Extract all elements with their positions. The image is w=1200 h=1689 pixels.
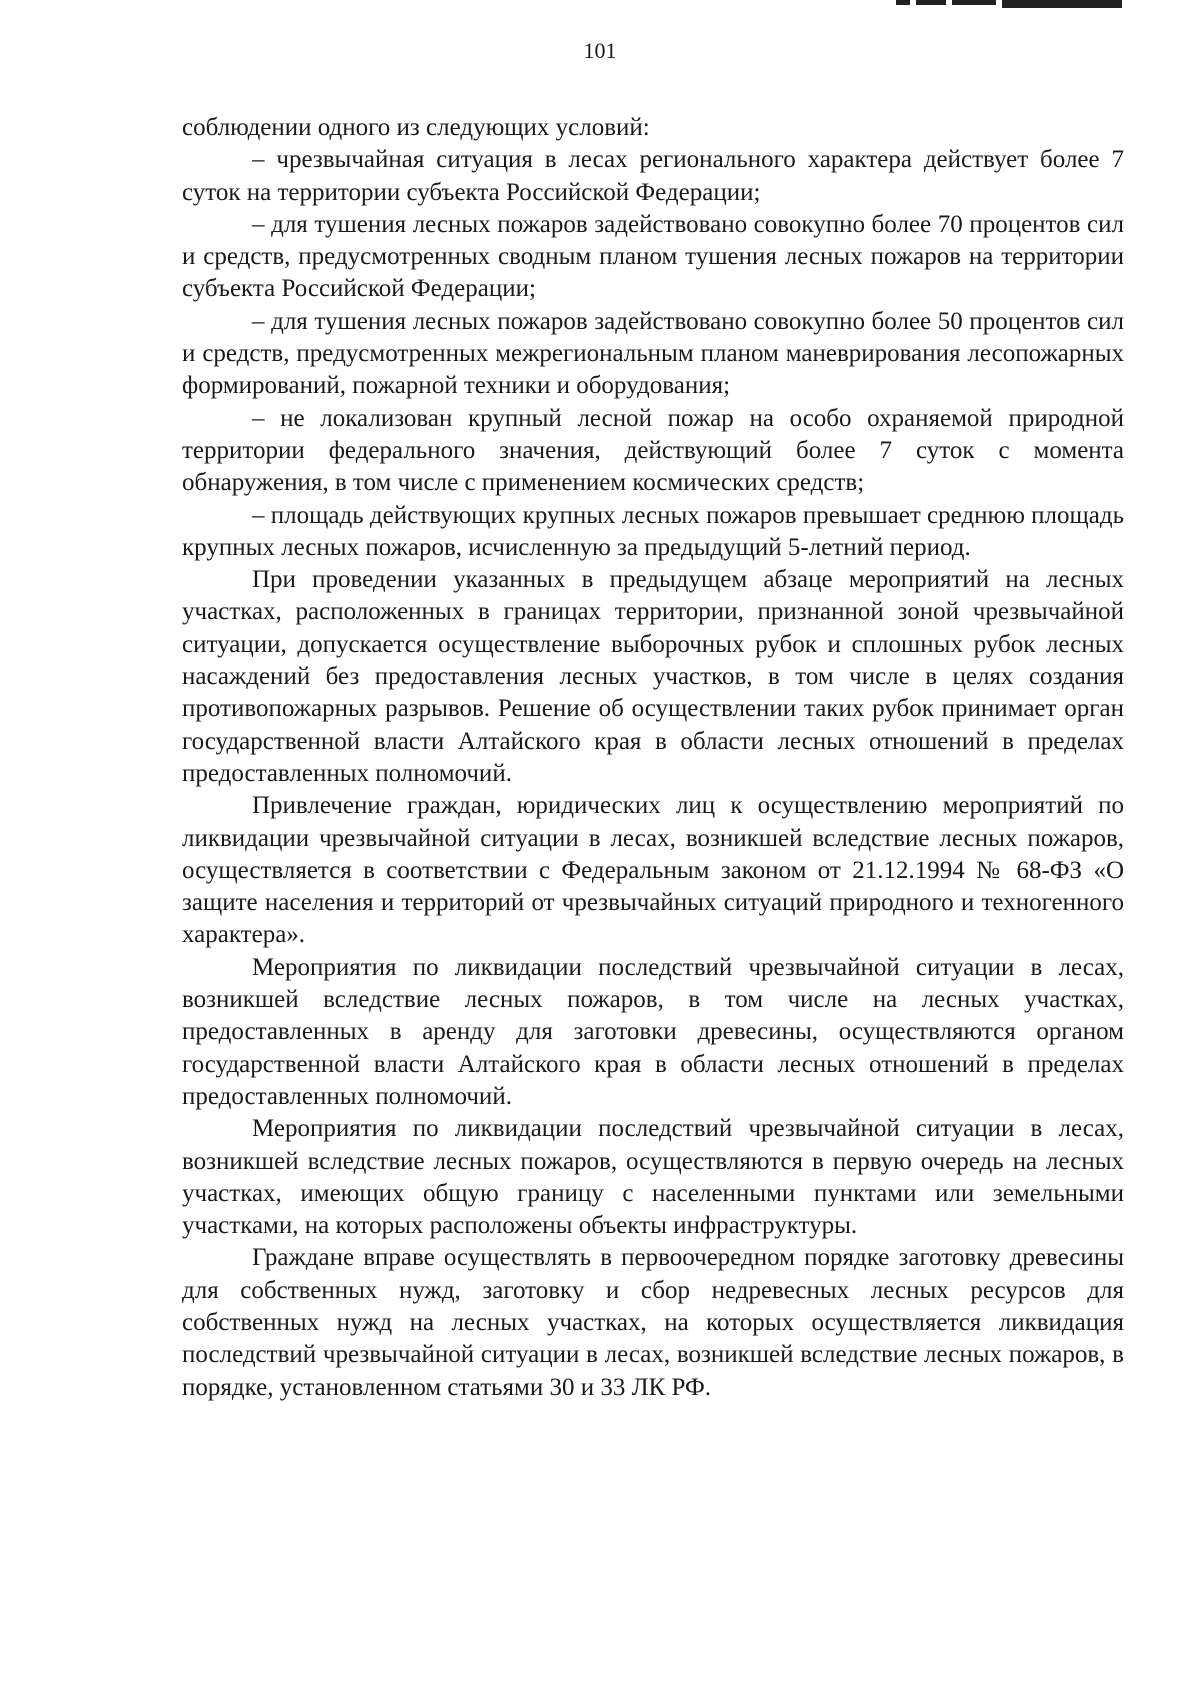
- list-item-condition: – для тушения лесных пожаров задействовано совокупно более 50 процентов сил и средств, предусмотренных межрегиональным планом маневрирования лесопожарных формирований, пожарной техники и оборудования;: [182, 307, 1124, 400]
- paragraph: Граждане вправе осуществлять в первоочередном порядке заготовку древесины для собственных нужд, заготовку и сбор недревесных лесных ресурсов для собственных нужд на лесных участках, на которых осуществляется ликвидация последствий чрезвычайной ситуации в лесах, возникшей вследствие лесных пожаров, в порядке, установленном статьями 30 и 33 ЛК РФ.: [182, 1244, 1124, 1401]
- list-item-condition: – не локализован крупный лесной пожар на особо охраняемой природной территории федерального значения, действующий более 7 суток с момента обнаружения, в том числе с применением космических средств;: [182, 404, 1124, 497]
- paragraph: Мероприятия по ликвидации последствий чрезвычайной ситуации в лесах, возникшей вследствие лесных пожаров, осуществляются в первую очередь на лесных участках, имеющих общую границу с населенными пунктами или земельными участками, на которых расположены объекты инфраструктуры.: [182, 1115, 1124, 1240]
- list-item-condition: – площадь действующих крупных лесных пожаров превышает среднюю площадь крупных лесных пожаров, исчисленную за предыдущий 5-летний период.: [182, 501, 1124, 561]
- list-item-condition: – чрезвычайная ситуация в лесах регионального характера действует более 7 суток на территории субъекта Российской Федерации;: [182, 146, 1124, 206]
- page-number: 101: [583, 38, 617, 63]
- paragraph: Привлечение граждан, юридических лиц к осуществлению мероприятий по ликвидации чрезвычайной ситуации в лесах, возникшей вследствие лесных пожаров, осуществляется в соответствии с Федеральным законом от 21.12.1994 № 68-ФЗ «О защите населения и территорий от чрезвычайных ситуаций природного и техногенного характера».: [182, 792, 1124, 949]
- document-body: [182, 112, 1124, 1404]
- scan-edge-mark: [896, 0, 1122, 8]
- list-item-condition: – для тушения лесных пожаров задействовано совокупно более 70 процентов сил и средств, предусмотренных сводным планом тушения лесных пожаров на территории субъекта Российской Федерации;: [182, 210, 1124, 303]
- paragraph: Мероприятия по ликвидации последствий чрезвычайной ситуации в лесах, возникшей вследствие лесных пожаров, в том числе на лесных участках, предоставленных в аренду для заготовки древесины, осуществляются органом государственной власти Алтайского края в области лесных отношений в пределах предоставленных полномочий.: [182, 953, 1124, 1110]
- paragraph-intro: соблюдении одного из следующих условий:: [182, 114, 650, 141]
- paragraph: При проведении указанных в предыдущем абзаце мероприятий на лесных участках, расположенных в границах территории, признанной зоной чрезвычайной ситуации, допускается осуществление выборочных рубок и сплошных рубок лесных насаждений без предоставления лесных участков, в том числе в целях создания противопожарных разрывов. Решение об осуществлении таких рубок принимает орган государственной власти Алтайского края в области лесных отношений в пределах предоставленных полномочий.: [182, 566, 1124, 787]
